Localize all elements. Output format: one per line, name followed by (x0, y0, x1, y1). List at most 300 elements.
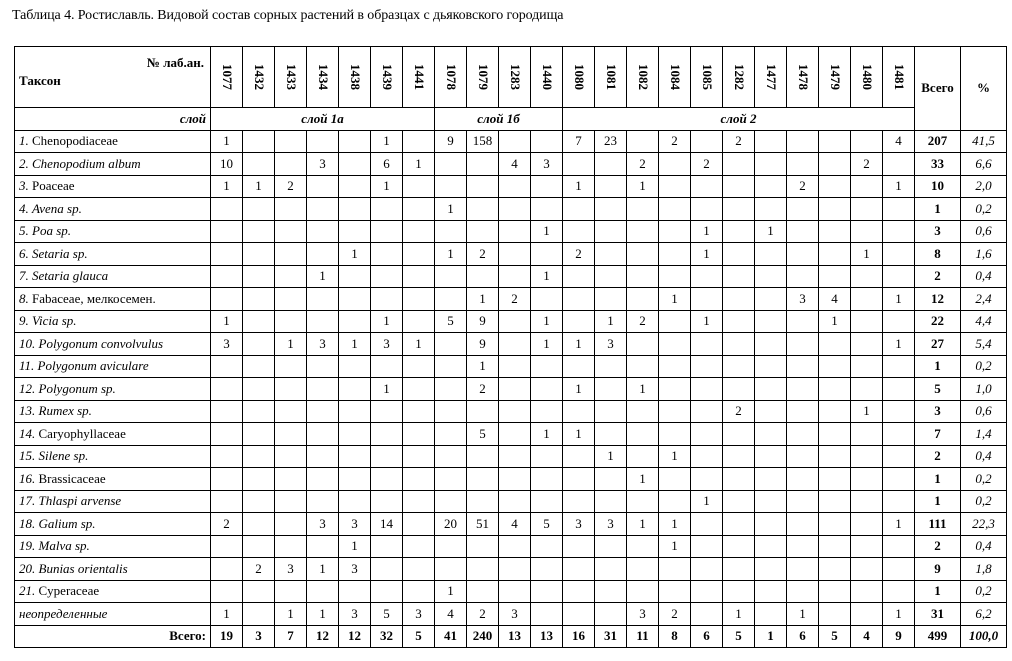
count-cell (883, 153, 915, 176)
count-cell (627, 400, 659, 423)
row-total: 111 (915, 513, 961, 536)
count-cell (371, 558, 403, 581)
count-cell (819, 175, 851, 198)
count-cell (531, 355, 563, 378)
table-row (15, 175, 1007, 198)
count-cell (435, 468, 467, 491)
count-cell: 3 (787, 288, 819, 311)
taxon-number: 16. (19, 470, 36, 486)
count-cell (691, 445, 723, 468)
count-cell (467, 535, 499, 558)
count-cell (403, 220, 435, 243)
row-total: 7 (915, 423, 961, 446)
count-cell (403, 198, 435, 221)
table-row (15, 400, 1007, 423)
row-total: 1 (915, 580, 961, 603)
count-cell: 3 (275, 558, 307, 581)
column-total: 5 (819, 625, 851, 648)
count-cell: 2 (627, 153, 659, 176)
column-total: 12 (339, 625, 371, 648)
count-cell (723, 558, 755, 581)
row-total: 33 (915, 153, 961, 176)
row-percent: 0,2 (961, 198, 1007, 221)
lab-number: 1479 (827, 64, 843, 90)
count-cell (531, 130, 563, 153)
count-cell (371, 198, 403, 221)
count-cell (819, 378, 851, 401)
count-cell: 1 (371, 130, 403, 153)
lab-number-header (595, 47, 627, 108)
count-cell: 2 (659, 603, 691, 626)
row-total: 9 (915, 558, 961, 581)
count-cell (659, 423, 691, 446)
count-cell (467, 400, 499, 423)
count-cell: 1 (403, 333, 435, 356)
lab-number-header (435, 47, 467, 108)
count-cell: 2 (499, 288, 531, 311)
count-cell: 1 (435, 198, 467, 221)
count-cell: 5 (435, 310, 467, 333)
table-row (15, 243, 1007, 266)
count-cell (819, 130, 851, 153)
count-cell (659, 198, 691, 221)
count-cell (307, 468, 339, 491)
lab-number-header (627, 47, 659, 108)
count-cell (595, 535, 627, 558)
count-cell (275, 265, 307, 288)
count-cell (723, 580, 755, 603)
count-cell: 1 (307, 558, 339, 581)
count-cell (403, 355, 435, 378)
row-total: 1 (915, 468, 961, 491)
count-cell (851, 198, 883, 221)
count-cell (339, 423, 371, 446)
column-total: 7 (275, 625, 307, 648)
count-cell (659, 333, 691, 356)
count-cell (307, 400, 339, 423)
count-cell: 2 (723, 400, 755, 423)
taxon-name: Chenopodium album (32, 155, 141, 171)
count-cell (339, 445, 371, 468)
count-cell (307, 355, 339, 378)
row-total: 2 (915, 445, 961, 468)
count-cell (563, 580, 595, 603)
count-cell (691, 513, 723, 536)
lab-number: 1081 (603, 64, 619, 90)
count-cell (595, 175, 627, 198)
count-cell (403, 535, 435, 558)
taxon-name: Vicia sp. (32, 313, 77, 329)
column-total: 19 (211, 625, 243, 648)
count-cell (627, 558, 659, 581)
count-cell: 4 (499, 153, 531, 176)
count-cell (595, 400, 627, 423)
count-cell: 1 (595, 310, 627, 333)
count-cell (499, 400, 531, 423)
count-cell (851, 558, 883, 581)
count-cell: 1 (339, 535, 371, 558)
count-cell (499, 198, 531, 221)
count-cell (851, 378, 883, 401)
row-percent: 1,8 (961, 558, 1007, 581)
count-cell (723, 333, 755, 356)
count-cell (499, 535, 531, 558)
taxon-number: 4. (19, 200, 29, 216)
count-cell (755, 468, 787, 491)
count-cell (531, 603, 563, 626)
taxon-name: Galium sp. (38, 515, 96, 531)
count-cell (467, 580, 499, 603)
table-row (15, 265, 1007, 288)
count-cell (755, 445, 787, 468)
count-cell: 2 (627, 310, 659, 333)
count-cell: 6 (371, 153, 403, 176)
lab-number: 1480 (859, 64, 875, 90)
table-row (15, 558, 1007, 581)
taxon-name: Setaria glauca (32, 268, 109, 284)
column-total: 12 (307, 625, 339, 648)
count-cell (755, 198, 787, 221)
count-cell: 1 (371, 175, 403, 198)
count-cell (883, 535, 915, 558)
count-cell (723, 468, 755, 491)
count-cell (563, 355, 595, 378)
row-total: 2 (915, 265, 961, 288)
count-cell (275, 153, 307, 176)
count-cell (435, 535, 467, 558)
count-cell: 1 (211, 603, 243, 626)
count-cell (211, 355, 243, 378)
count-cell (499, 355, 531, 378)
column-total: 32 (371, 625, 403, 648)
taxon-name: неопределенные (19, 605, 108, 621)
count-cell (659, 490, 691, 513)
count-cell: 5 (531, 513, 563, 536)
lab-number-header (851, 47, 883, 108)
count-cell: 1 (691, 243, 723, 266)
count-cell (883, 580, 915, 603)
lab-number: 1077 (219, 64, 235, 90)
taxon-cell (15, 130, 211, 153)
count-cell (755, 265, 787, 288)
count-cell (275, 198, 307, 221)
totals-label: Всего: (15, 625, 211, 648)
count-cell (723, 490, 755, 513)
count-cell (211, 288, 243, 311)
count-cell (275, 513, 307, 536)
table-row (15, 535, 1007, 558)
layer-name: слой 1а (211, 108, 435, 131)
lab-number-header (755, 47, 787, 108)
count-cell (787, 220, 819, 243)
taxon-number: 8. (19, 290, 29, 306)
lab-number-header (275, 47, 307, 108)
count-cell: 1 (339, 243, 371, 266)
count-cell (339, 490, 371, 513)
count-cell (403, 288, 435, 311)
count-cell: 3 (531, 153, 563, 176)
count-cell (627, 355, 659, 378)
column-total: 240 (467, 625, 499, 648)
count-cell (755, 243, 787, 266)
count-cell (307, 220, 339, 243)
count-cell (691, 558, 723, 581)
count-cell (499, 468, 531, 491)
count-cell: 1 (851, 400, 883, 423)
count-cell (211, 558, 243, 581)
taxon-name: Polygonum aviculare (37, 358, 149, 374)
row-total: 1 (915, 490, 961, 513)
taxon-cell (15, 490, 211, 513)
count-cell (243, 220, 275, 243)
count-cell (275, 580, 307, 603)
count-cell (307, 175, 339, 198)
count-cell: 2 (243, 558, 275, 581)
taxon-cell (15, 333, 211, 356)
count-cell (403, 265, 435, 288)
taxon-number: 15. (19, 448, 36, 464)
count-cell (531, 445, 563, 468)
taxon-name: Setaria sp. (32, 245, 88, 261)
count-cell (851, 220, 883, 243)
count-cell (563, 558, 595, 581)
count-cell (339, 220, 371, 243)
count-cell (467, 445, 499, 468)
count-cell: 3 (339, 603, 371, 626)
count-cell (275, 423, 307, 446)
row-percent: 0,6 (961, 220, 1007, 243)
count-cell (563, 468, 595, 491)
row-percent: 1,0 (961, 378, 1007, 401)
count-cell (851, 468, 883, 491)
count-cell (499, 333, 531, 356)
count-cell (499, 580, 531, 603)
count-cell: 3 (371, 333, 403, 356)
count-cell (595, 490, 627, 513)
table-row (15, 355, 1007, 378)
count-cell (275, 468, 307, 491)
taxon-number: 11. (19, 358, 35, 374)
count-cell: 1 (467, 355, 499, 378)
count-cell: 3 (307, 333, 339, 356)
count-cell: 3 (563, 513, 595, 536)
count-cell (531, 243, 563, 266)
count-cell (371, 288, 403, 311)
count-cell: 5 (371, 603, 403, 626)
count-cell (339, 175, 371, 198)
count-cell: 2 (467, 243, 499, 266)
grand-percent: 100,0 (961, 625, 1007, 648)
taxon-number: 12. (19, 380, 36, 396)
lab-number: 1079 (475, 64, 491, 90)
taxon-name: Polygonum sp. (38, 380, 116, 396)
count-cell (723, 265, 755, 288)
taxon-cell (15, 513, 211, 536)
count-cell (339, 310, 371, 333)
taxon-number: 5. (19, 223, 29, 239)
taxon-cell (15, 355, 211, 378)
row-percent: 0,2 (961, 490, 1007, 513)
count-cell: 1 (307, 265, 339, 288)
count-cell (307, 445, 339, 468)
count-cell (307, 535, 339, 558)
count-cell (595, 603, 627, 626)
count-cell: 2 (211, 513, 243, 536)
count-cell (499, 130, 531, 153)
count-cell (851, 355, 883, 378)
count-cell (307, 130, 339, 153)
count-cell: 1 (627, 513, 659, 536)
count-cell: 2 (467, 378, 499, 401)
count-cell (691, 400, 723, 423)
header-row-layer (15, 108, 1007, 131)
count-cell: 1 (275, 333, 307, 356)
count-cell: 1 (467, 288, 499, 311)
lab-number-header (531, 47, 563, 108)
count-cell (819, 355, 851, 378)
taxon-number: 9. (19, 313, 29, 329)
count-cell (275, 310, 307, 333)
count-cell: 1 (595, 445, 627, 468)
table-row (15, 603, 1007, 626)
count-cell (659, 580, 691, 603)
count-cell (435, 445, 467, 468)
taxon-cell (15, 310, 211, 333)
column-total: 8 (659, 625, 691, 648)
header-taxon-cell (15, 47, 211, 108)
count-cell (371, 265, 403, 288)
count-cell: 1 (659, 535, 691, 558)
taxon-number: 1. (19, 133, 29, 149)
count-cell (243, 490, 275, 513)
count-cell (275, 355, 307, 378)
column-total: 16 (563, 625, 595, 648)
count-cell (211, 265, 243, 288)
taxon-cell (15, 378, 211, 401)
header-row-lab (15, 47, 1007, 108)
taxon-name: Bunias orientalis (38, 560, 128, 576)
count-cell: 9 (467, 310, 499, 333)
row-percent: 2,0 (961, 175, 1007, 198)
row-total: 22 (915, 310, 961, 333)
count-cell (275, 535, 307, 558)
count-cell (723, 445, 755, 468)
taxon-name: Fabaceae, мелкосемен. (32, 290, 156, 306)
count-cell (787, 580, 819, 603)
lab-number: 1440 (539, 64, 555, 90)
count-cell: 1 (211, 130, 243, 153)
column-total: 5 (723, 625, 755, 648)
count-cell: 3 (211, 333, 243, 356)
column-total: 4 (851, 625, 883, 648)
row-percent: 0,4 (961, 535, 1007, 558)
column-total: 3 (243, 625, 275, 648)
taxon-name: Caryophyllaceae (38, 425, 126, 441)
count-cell (563, 490, 595, 513)
count-cell (755, 130, 787, 153)
lab-number: 1078 (443, 64, 459, 90)
count-cell (883, 198, 915, 221)
count-cell (755, 355, 787, 378)
count-cell: 2 (691, 153, 723, 176)
count-cell (723, 198, 755, 221)
count-cell (307, 490, 339, 513)
count-cell (723, 378, 755, 401)
count-cell (275, 243, 307, 266)
taxon-cell (15, 468, 211, 491)
count-cell: 1 (883, 513, 915, 536)
row-total: 207 (915, 130, 961, 153)
count-cell (883, 220, 915, 243)
table-row (15, 333, 1007, 356)
layer-label: слой (15, 108, 211, 131)
count-cell (595, 198, 627, 221)
row-percent: 2,4 (961, 288, 1007, 311)
count-cell: 1 (275, 603, 307, 626)
lab-number-header (723, 47, 755, 108)
count-cell (595, 220, 627, 243)
count-cell (659, 265, 691, 288)
count-cell (531, 535, 563, 558)
count-cell (755, 153, 787, 176)
lab-number-header (659, 47, 691, 108)
count-cell (627, 220, 659, 243)
count-cell: 23 (595, 130, 627, 153)
count-cell (275, 490, 307, 513)
count-cell (883, 445, 915, 468)
count-cell: 1 (659, 513, 691, 536)
table-row (15, 153, 1007, 176)
count-cell (339, 468, 371, 491)
count-cell: 14 (371, 513, 403, 536)
taxon-cell (15, 423, 211, 446)
count-cell (467, 265, 499, 288)
totals-row (15, 625, 1007, 648)
count-cell (787, 153, 819, 176)
row-percent: 0,2 (961, 355, 1007, 378)
count-cell (243, 243, 275, 266)
taxon-number: 6. (19, 245, 29, 261)
count-cell (243, 288, 275, 311)
lab-number: 1441 (411, 64, 427, 90)
count-cell (851, 175, 883, 198)
count-cell (851, 130, 883, 153)
count-cell (755, 400, 787, 423)
count-cell (275, 220, 307, 243)
count-cell (371, 535, 403, 558)
count-cell (819, 445, 851, 468)
count-cell (403, 558, 435, 581)
count-cell (819, 603, 851, 626)
taxon-cell (15, 265, 211, 288)
table-row (15, 130, 1007, 153)
count-cell (787, 400, 819, 423)
count-cell: 1 (723, 603, 755, 626)
count-cell (819, 558, 851, 581)
taxon-number: 19. (19, 538, 36, 554)
taxon-name: Cyperaceae (38, 583, 100, 599)
count-cell (339, 153, 371, 176)
column-total: 9 (883, 625, 915, 648)
count-cell (371, 423, 403, 446)
weed-species-table (14, 46, 1007, 648)
count-cell (563, 445, 595, 468)
taxon-number: 20. (19, 560, 36, 576)
count-cell (659, 468, 691, 491)
count-cell (243, 468, 275, 491)
row-percent: 0,4 (961, 265, 1007, 288)
count-cell: 3 (595, 333, 627, 356)
